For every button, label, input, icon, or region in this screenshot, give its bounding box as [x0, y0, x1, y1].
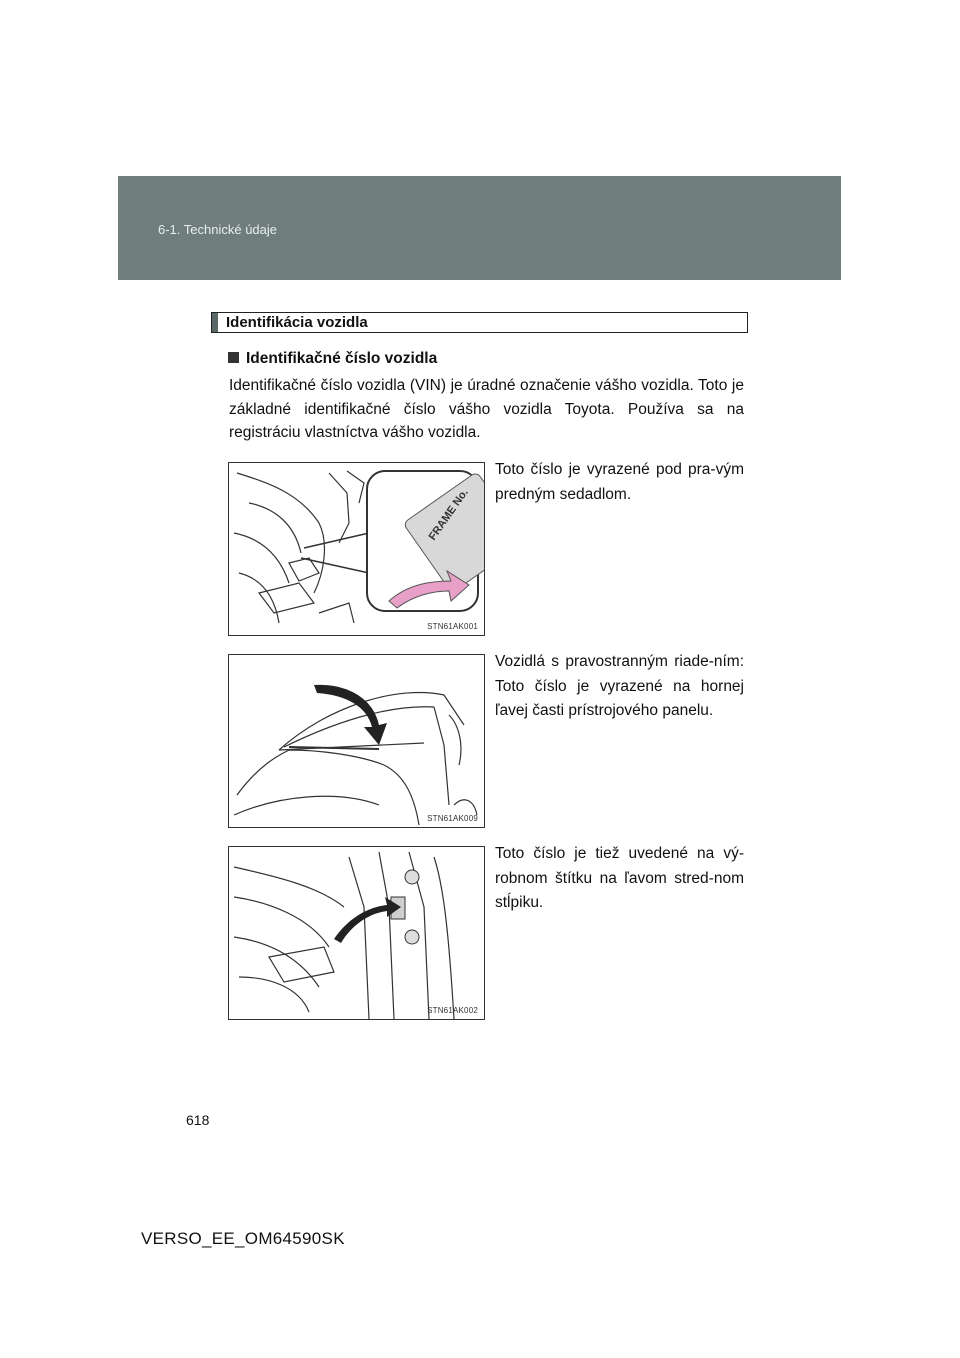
- document-code: VERSO_EE_OM64590SK: [141, 1229, 345, 1248]
- windshield-illustration: [229, 655, 484, 827]
- page-number: 618: [186, 1112, 210, 1128]
- square-bullet-icon: [228, 352, 239, 363]
- figure-description: Vozidlá s pravostranným riade-ním: Toto číslo je vyrazené na hornej ľavej časti prístrojového panelu.: [495, 653, 744, 719]
- figure-code: STN61AK009: [427, 814, 478, 823]
- center-pillar-illustration: [229, 847, 484, 1019]
- subsection-heading: [228, 350, 437, 368]
- figure-code: STN61AK001: [427, 622, 478, 631]
- section-title-accent: [212, 313, 218, 332]
- arrow-icon: [314, 685, 387, 745]
- bolt-icon: [405, 870, 419, 884]
- bolt-icon: [405, 930, 419, 944]
- figure-description: Toto číslo je vyrazené pod pra-vým predným sedadlom.: [495, 461, 744, 503]
- section-title: Identifikácia vozidla: [226, 314, 368, 331]
- figure-windshield: [228, 654, 485, 828]
- figure-description: Toto číslo je tiež uvedené na vý-robnom štítku na ľavom stred-nom stĺpiku.: [495, 845, 744, 911]
- breadcrumb: 6-1. Technické údaje: [158, 222, 278, 237]
- header-band: [118, 176, 841, 280]
- arrow-icon: [334, 897, 401, 943]
- figure-code: STN61AK002: [427, 1006, 478, 1015]
- subsection-title: Identifikačné číslo vozidla: [246, 350, 438, 367]
- under-seat-illustration: [229, 463, 484, 635]
- figure-under-seat: [228, 462, 485, 636]
- section-title-box: [211, 312, 748, 333]
- figure-center-pillar: [228, 846, 485, 1020]
- intro-paragraph: Identifikačné číslo vozidla (VIN) je úradné označenie vášho vozidla. Toto je základné identifikačné číslo vášho vozidla Toyota. Používa sa na registráciu vlastníctva vášho vozidla.: [229, 377, 744, 441]
- frame-no-label: FRAME No.: [426, 486, 471, 543]
